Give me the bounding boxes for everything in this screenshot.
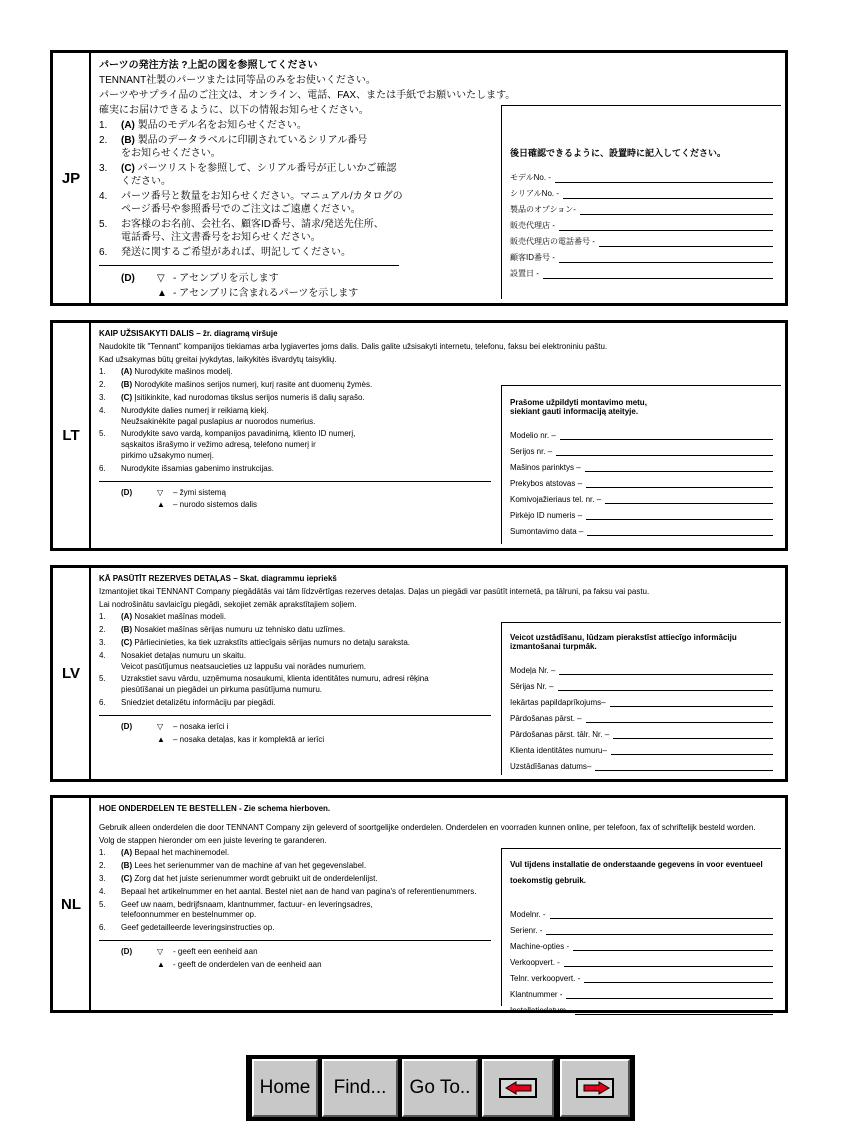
open-triangle-icon: ▽ bbox=[157, 273, 165, 284]
section-lv bbox=[50, 565, 788, 782]
step-code: (A) bbox=[121, 612, 133, 622]
record-field[interactable] bbox=[510, 983, 773, 999]
field-label: Telnr. verkoopvert. - bbox=[510, 974, 581, 983]
legend-code: (D) bbox=[121, 487, 133, 497]
step-number: 4. bbox=[99, 650, 106, 660]
next-page-button[interactable] bbox=[560, 1059, 630, 1117]
step-number: 2. bbox=[99, 625, 106, 635]
record-field[interactable] bbox=[510, 935, 773, 951]
record-field[interactable] bbox=[510, 707, 773, 723]
box-title: 後日確認できるように、設置時に記入してください。 bbox=[510, 148, 727, 158]
field-label: 顧客ID番号 - bbox=[510, 253, 555, 262]
field-label: Modeļa Nr. – bbox=[510, 666, 556, 675]
step-text: Nurodykite išsamias gabenimo instrukcijas. bbox=[121, 463, 274, 473]
intro-line: Izmantojiet tikai TENNANT Company piegādātās vai tām līdzvērtīgas rezerves detaļas. Daļas un piegādi var pasūtīt internetā, pa tālruni, pa faksu vai pastu. bbox=[99, 586, 650, 596]
step-code: (B) bbox=[121, 380, 133, 390]
legend-parts: - アセンブリに含まれるパーツを示します bbox=[173, 288, 359, 299]
intro-line: Kad užsakymas būtų greitai įvykdytas, laikykitės išvardytų taisyklių. bbox=[99, 354, 337, 364]
field-line bbox=[585, 461, 773, 472]
navigation-bar bbox=[246, 1055, 635, 1121]
step-item bbox=[99, 367, 781, 378]
field-label: Prekybos atstovas – bbox=[510, 479, 583, 488]
field-line bbox=[584, 972, 773, 983]
field-label: Machine-opties - bbox=[510, 942, 570, 951]
field-line bbox=[563, 188, 773, 199]
step-text: Bepaal het machinemodel. bbox=[134, 848, 230, 858]
record-field[interactable] bbox=[510, 520, 773, 536]
field-line bbox=[564, 956, 773, 967]
field-label: Serienr. - bbox=[510, 926, 543, 935]
record-field[interactable] bbox=[510, 231, 773, 247]
step-number: 3. bbox=[99, 873, 106, 883]
field-line bbox=[610, 696, 773, 707]
field-label: 製品のオプション- bbox=[510, 205, 576, 214]
field-line bbox=[599, 236, 773, 247]
step-number: 5. bbox=[99, 674, 106, 684]
field-label: Pārdošanas pārst. tālr. Nr. – bbox=[510, 730, 610, 739]
step-text: Geef gedetailleerde leveringsinstructies op. bbox=[121, 923, 275, 933]
field-label: 設置日 - bbox=[510, 269, 539, 278]
section-title: KAIP UŽSISAKYTI DALIS – žr. diagramą viršuje bbox=[99, 329, 278, 338]
step-text: 製品のデータラベルに印刷されているシリアル番号 をお知らせください。 bbox=[121, 135, 368, 159]
record-field[interactable] bbox=[510, 504, 773, 520]
field-line bbox=[575, 1004, 773, 1015]
step-number: 6. bbox=[99, 697, 106, 707]
field-label: 販売代理店の電話番号 - bbox=[510, 237, 595, 246]
step-text: Nosakiet detaļas numuru un skaitu. Veicot pasūtījumus neatsaucieties uz lappušu vai norādes numuriem. bbox=[121, 650, 367, 671]
intro-line: Volg de stappen hieronder om een juiste levering te garanderen. bbox=[99, 835, 327, 845]
section-title: KĀ PASŪTĪT REZERVES DETAĻAS – Skat. diagrammu iepriekš bbox=[99, 574, 337, 583]
intro-line: 確実にお届けできるように、以下の情報お知らせください。 bbox=[99, 105, 369, 116]
legend-parts: - geeft de onderdelen van de eenheid aan bbox=[173, 959, 322, 969]
step-code: (B) bbox=[121, 625, 133, 635]
step-number: 1. bbox=[99, 612, 106, 622]
step-text: Geef uw naam, bedrijfsnaam, klantnummer, factuur- en leveringsadres, telefoonnummer en bestelnummer op. bbox=[121, 899, 373, 920]
step-number: 6. bbox=[99, 923, 106, 933]
step-number: 3. bbox=[99, 392, 106, 402]
step-number: 5. bbox=[99, 429, 106, 439]
step-code: (C) bbox=[121, 163, 135, 174]
field-label: Installatiedatum - bbox=[510, 1006, 571, 1015]
step-number: 4. bbox=[99, 191, 108, 202]
step-text: 発送に関するご希望があれば、明記してください。 bbox=[121, 247, 351, 258]
filled-triangle-icon: ▲ bbox=[157, 734, 165, 744]
field-label: Modelio nr. – bbox=[510, 431, 556, 440]
intro-line: TENNANT社製のパーツまたは同等品のみをお使いください。 bbox=[99, 75, 376, 86]
step-number: 1. bbox=[99, 848, 106, 858]
field-label: Uzstādīšanas datums– bbox=[510, 762, 592, 771]
step-text: Sniedziet detalizētu informāciju par piegādi. bbox=[121, 697, 276, 707]
step-text: Įsitikinkite, kad nurodomas tikslus serijos numeris iš dalių sąrašo. bbox=[134, 392, 365, 402]
step-number: 5. bbox=[99, 899, 106, 909]
step-text: 製品のモデル名をお知らせください。 bbox=[137, 120, 307, 131]
field-label: 販売代理店 - bbox=[510, 221, 555, 230]
record-field[interactable] bbox=[510, 472, 773, 488]
record-field[interactable] bbox=[510, 183, 773, 199]
step-text: Nurodykite savo vardą, kompanijos pavadinimą, kliento ID numerį, sąskaitos išrašymo ir vežimo adresą, telefono numerį ir pirkimo užsakymo numerį. bbox=[121, 429, 356, 460]
language-code: NL bbox=[53, 798, 91, 1010]
step-number: 4. bbox=[99, 405, 106, 415]
step-number: 6. bbox=[99, 247, 108, 258]
step-text: Nosakiet mašīnas sērijas numuru uz tehnisko datu uzlīmes. bbox=[134, 625, 346, 635]
field-line bbox=[566, 988, 773, 999]
field-line bbox=[543, 268, 773, 279]
step-text: Lees het serienummer van de machine af van het gegevenslabel. bbox=[134, 861, 367, 871]
step-text: お客様のお名前、会社名、顧客ID番号、請求/発送先住所、 電話番号、注文書番号をお知らせください。 bbox=[121, 219, 384, 243]
field-label: Sumontavimo data – bbox=[510, 527, 584, 536]
record-field[interactable] bbox=[510, 739, 773, 755]
open-triangle-icon: ▽ bbox=[157, 721, 164, 731]
field-line bbox=[605, 493, 773, 504]
right-arrow-icon bbox=[576, 1078, 614, 1098]
record-field[interactable] bbox=[510, 167, 773, 183]
field-label: Klienta identitātes numuru– bbox=[510, 746, 607, 755]
field-label: Verkoopvert. - bbox=[510, 958, 560, 967]
field-line bbox=[611, 744, 773, 755]
legend-code: (D) bbox=[121, 946, 133, 956]
field-line bbox=[559, 220, 773, 231]
section-jp bbox=[50, 50, 788, 306]
intro-line: パーツやサプライ品のご注文は、オンライン、電話、FAX、または手紙でお願いいたします。 bbox=[99, 90, 516, 101]
step-code: (B) bbox=[121, 861, 133, 871]
open-triangle-icon: ▽ bbox=[157, 487, 164, 497]
section-title: パーツの発注方法 ?上記の図を参照してください bbox=[99, 60, 318, 71]
record-field[interactable] bbox=[510, 903, 773, 919]
record-field[interactable] bbox=[510, 659, 773, 675]
intro-line: Lai nodrošinātu savlaicīgu piegādi, sekojiet zemāk aprakstītajiem soļiem. bbox=[99, 599, 357, 609]
find-button[interactable]: Find... bbox=[322, 1059, 398, 1117]
step-text: Nosakiet mašīnas modeli. bbox=[134, 612, 226, 622]
step-number: 2. bbox=[99, 380, 106, 390]
step-text: Bepaal het artikelnummer en het aantal. Bestel niet aan de hand van pagina's of referentienummers. bbox=[121, 886, 477, 896]
installation-record-box bbox=[501, 848, 781, 1015]
legend-assembly: - アセンブリを示します bbox=[173, 273, 279, 284]
step-code: (A) bbox=[121, 120, 135, 131]
record-field[interactable] bbox=[510, 199, 773, 215]
step-code: (C) bbox=[121, 392, 133, 402]
field-line bbox=[587, 525, 773, 536]
field-label: シリアルNo. - bbox=[510, 189, 560, 198]
step-code: (C) bbox=[121, 873, 133, 883]
step-text: パーツリストを参照して、シリアル番号が正しいかご確認 ください。 bbox=[121, 163, 397, 187]
step-number: 6. bbox=[99, 463, 106, 473]
field-line bbox=[595, 760, 773, 771]
step-number: 1. bbox=[99, 120, 108, 131]
field-line bbox=[550, 908, 773, 919]
field-line bbox=[613, 728, 773, 739]
field-label: Modelnr. - bbox=[510, 910, 546, 919]
field-label: Serijos nr. – bbox=[510, 447, 553, 456]
field-label: Iekārtas papildaprīkojums– bbox=[510, 698, 606, 707]
left-arrow-shape bbox=[505, 1081, 533, 1095]
box-title: Veicot uzstādīšanu, lūdzam pierakstīst attiecīgo informāciju izmantošanai turpmāk. bbox=[510, 633, 737, 651]
record-field[interactable] bbox=[510, 999, 773, 1015]
record-field[interactable] bbox=[510, 488, 773, 504]
step-number: 3. bbox=[99, 163, 108, 174]
section-nl bbox=[50, 795, 788, 1013]
step-code: (A) bbox=[121, 848, 133, 858]
step-text: Nurodykite dalies numerį ir reikiamą kiekį. Neužsakinėkite pagal puslapius ar nuorodos numerius. bbox=[121, 405, 316, 426]
filled-triangle-icon: ▲ bbox=[157, 288, 167, 299]
legend-unit: - geeft een eenheid aan bbox=[173, 946, 258, 956]
right-arrow-shape bbox=[582, 1081, 610, 1095]
divider bbox=[99, 940, 491, 941]
field-line bbox=[559, 252, 773, 263]
step-number: 4. bbox=[99, 886, 106, 896]
record-field[interactable] bbox=[510, 424, 773, 440]
field-label: Sērijas Nr. – bbox=[510, 682, 554, 691]
step-code: (C) bbox=[121, 637, 133, 647]
step-text: Zorg dat het juiste serienummer wordt gebruikt uit de onderdelenlijst. bbox=[134, 873, 378, 883]
step-number: 2. bbox=[99, 135, 108, 146]
field-label: Klantnummer - bbox=[510, 990, 563, 999]
field-label: Mašinos parinktys – bbox=[510, 463, 581, 472]
field-line bbox=[586, 712, 773, 723]
legend-device: – nosaka ierīci i bbox=[173, 721, 229, 731]
language-code: LT bbox=[53, 323, 91, 548]
divider bbox=[99, 481, 491, 482]
installation-record-box bbox=[501, 622, 781, 775]
section-lt bbox=[50, 320, 788, 551]
field-label: Komivojažieriaus tel. nr. – bbox=[510, 495, 602, 504]
go-to-button[interactable]: Go To.. bbox=[402, 1059, 478, 1117]
field-line bbox=[556, 445, 773, 456]
record-field[interactable] bbox=[510, 919, 773, 935]
step-text: パーツ番号と数量をお知らせください。マニュアル/カタログの ページ番号や参照番号でのご注文はご遠慮ください。 bbox=[121, 191, 403, 215]
legend-code: (D) bbox=[121, 721, 133, 731]
field-line bbox=[573, 940, 773, 951]
legend-code: (D) bbox=[121, 273, 135, 284]
installation-record-box bbox=[501, 385, 781, 544]
step-text: Norodykite mašinos serijos numerį, kurį rasite ant duomenų žymės. bbox=[134, 380, 373, 390]
left-arrow-icon bbox=[499, 1078, 537, 1098]
field-line bbox=[586, 509, 773, 520]
divider bbox=[99, 265, 399, 266]
field-label: Pirkėjo ID numeris – bbox=[510, 511, 583, 520]
field-line bbox=[559, 664, 773, 675]
step-number: 2. bbox=[99, 861, 106, 871]
record-field[interactable] bbox=[510, 440, 773, 456]
divider bbox=[99, 715, 491, 716]
record-field[interactable] bbox=[510, 755, 773, 771]
filled-triangle-icon: ▲ bbox=[157, 500, 165, 510]
installation-record-box bbox=[501, 105, 781, 299]
step-number: 1. bbox=[99, 367, 106, 377]
record-field[interactable] bbox=[510, 263, 773, 279]
home-button[interactable]: Home bbox=[252, 1059, 318, 1117]
field-line bbox=[546, 924, 773, 935]
step-text: Pārliecinieties, ka tiek uzrakstīts attiecīgais sērijas numurs no detaļu saraksta. bbox=[134, 637, 411, 647]
record-field[interactable] bbox=[510, 723, 773, 739]
field-label: モデルNo. - bbox=[510, 173, 551, 182]
record-field[interactable] bbox=[510, 215, 773, 231]
legend-parts: – nurodo sistemos dalis bbox=[173, 500, 258, 510]
open-triangle-icon: ▽ bbox=[157, 946, 164, 956]
step-text: Nurodykite mašinos modelį. bbox=[134, 367, 233, 377]
filled-triangle-icon: ▲ bbox=[157, 959, 165, 969]
language-code: LV bbox=[53, 568, 91, 779]
record-field[interactable] bbox=[510, 691, 773, 707]
record-field[interactable] bbox=[510, 967, 773, 983]
legend-system: – žymi sistemą bbox=[173, 487, 226, 497]
language-code: JP bbox=[53, 53, 91, 303]
step-code: (B) bbox=[121, 135, 135, 146]
intro-line: Naudokite tik "Tennant" kompanijos tiekiamas arba lygiavertes joms dalis. Dalis galite užsisakyti internetu, telefonu, faksu bei elektroniniu paštu. bbox=[99, 341, 608, 351]
step-text: Uzrakstiet savu vārdu, uzņēmuma nosaukumi, klienta identitātes numuru, adresi rēķina piesūtīšanai un piegādei un pirkuma pasūtījuma numuru. bbox=[121, 674, 429, 695]
record-field[interactable] bbox=[510, 247, 773, 263]
step-number: 3. bbox=[99, 637, 106, 647]
field-line bbox=[586, 477, 773, 488]
field-line bbox=[580, 204, 773, 215]
previous-page-button[interactable] bbox=[482, 1059, 554, 1117]
legend-parts: – nosaka detaļas, kas ir komplektā ar ierīci bbox=[173, 734, 325, 744]
section-title: HOE ONDERDELEN TE BESTELLEN - Zie schema hierboven. bbox=[99, 804, 331, 813]
record-field[interactable] bbox=[510, 675, 773, 691]
step-code: (A) bbox=[121, 367, 133, 377]
record-field[interactable] bbox=[510, 456, 773, 472]
step-number: 5. bbox=[99, 219, 108, 230]
record-field[interactable] bbox=[510, 951, 773, 967]
field-label: Pārdošanas pārst. – bbox=[510, 714, 582, 723]
box-title: Vul tijdens installatie de onderstaande gegevens in voor eventueel toekomstig gebruik. bbox=[510, 860, 763, 885]
box-title: Prašome užpildyti montavimo metu, siekiant gauti informaciją ateityje. bbox=[510, 398, 647, 416]
intro-line: Gebruik alleen onderdelen die door TENNANT Company zijn geleverd of soortgelijke onderdelen. Onderdelen en voorraden kunnen online, per telefoon, fax of schriftelijk besteld worden. bbox=[99, 822, 756, 832]
field-line bbox=[558, 680, 773, 691]
field-line bbox=[555, 172, 773, 183]
field-line bbox=[560, 429, 773, 440]
